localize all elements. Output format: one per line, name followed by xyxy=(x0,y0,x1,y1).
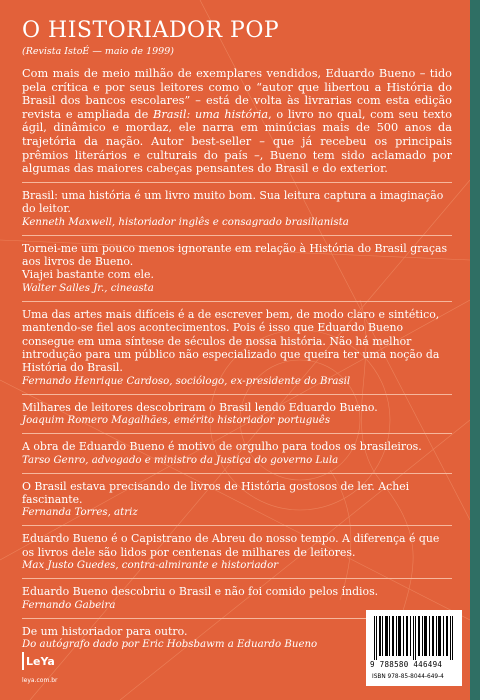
quote-author: Kenneth Maxwell, historiador inglês e consagrado brasilianista xyxy=(22,216,349,228)
publisher-logo xyxy=(22,648,54,674)
quote-block xyxy=(22,440,452,466)
cover-text-block xyxy=(22,18,452,651)
quote-text: Tornei-me um pouco menos ignorante em relação à História do Brasil graças aos livros de Bueno. xyxy=(22,241,448,268)
divider xyxy=(22,301,452,302)
quote-author: Fernanda Torres, atriz xyxy=(22,507,138,519)
quote-block xyxy=(22,480,452,520)
publisher-logo-mark xyxy=(22,648,54,674)
quote-block xyxy=(22,189,452,229)
quote-author: Fernando Gabeira xyxy=(22,599,116,611)
quote-text: Eduardo Bueno é o Capistrano de Abreu do nosso tempo. A diferença é que os livros dele são lidos por centenas de milhares de leitores. xyxy=(22,532,440,559)
quote-text: A obra de Eduardo Bueno é motivo de orgulho para todos os brasileiros. xyxy=(22,440,422,454)
divider xyxy=(22,578,452,579)
isbn-label: ISBN 978-85-8044-649-4 xyxy=(372,674,444,680)
quote-text: Brasil: uma história é um livro muito bom. Sua leitura captura a imaginação do leitor. xyxy=(22,188,444,216)
cover-title: O HISTORIADOR POP xyxy=(22,18,280,43)
quote-block xyxy=(22,308,452,388)
title-source: (Revista IstoÉ — maio de 1999) xyxy=(22,46,174,57)
quote-author: Do autógrafo dado por Eric Hobsbawm a Eduardo Bueno xyxy=(22,639,318,651)
divider xyxy=(22,433,452,434)
divider xyxy=(22,394,452,395)
intro-text-2: , o livro no qual, com seu texto ágil, dinâmico e mordaz, ele narra em minúcias mais de 500 anos da trajetória da nação. Autor best-seller – que já recebeu os principais prêmios literários e culturais do país –, Bueno tem sido aclamado por algumas das maiores cabeças pensantes do Brasil e do exterior. xyxy=(22,107,452,176)
quote-text-extra: Viajei bastante com ele. xyxy=(22,268,154,282)
quote-text: De um historiador para outro. xyxy=(22,624,188,638)
quote-block xyxy=(22,585,452,611)
quote-text: O Brasil estava precisando de livros de História gostosos de ler. Achei fascinante. xyxy=(22,479,410,507)
divider xyxy=(22,235,452,236)
quote-text: Milhares de leitores descobriram o Brasil lendo Eduardo Bueno. xyxy=(22,400,378,414)
quote-author: Tarso Genro, advogado e ministro da Justiça do governo Lula xyxy=(22,454,339,466)
quote-block xyxy=(22,401,452,427)
quote-author: Max Justo Guedes, contra-almirante e historiador xyxy=(22,560,279,572)
divider xyxy=(22,473,452,474)
book-spine-edge xyxy=(470,0,480,700)
quote-text: Uma das artes mais difíceis é a de escrever bem, de modo claro e sintético, mantendo-se fiel aos acontecimentos. Pois é isso que Eduardo Bueno consegue em uma síntese de séculos de nossa história. Não há melhor introdução para um público não especializado que queira ter uma noção da História do Brasil. xyxy=(22,307,440,375)
divider xyxy=(22,182,452,183)
intro-paragraph xyxy=(22,67,452,176)
quote-text: Eduardo Bueno descobriu o Brasil e não foi comido pelos índios. xyxy=(22,585,379,599)
barcode-number: 9 788580 446494 xyxy=(370,660,443,669)
publisher-site: leya.com.br xyxy=(22,677,58,684)
quote-block xyxy=(22,532,452,572)
barcode-bars xyxy=(372,616,456,660)
quote-author: Walter Salles Jr., cineasta xyxy=(22,282,154,294)
intro-book-title: Brasil: uma história xyxy=(153,107,269,121)
intro-text-1: Com mais de meio milhão de exemplares vendidos, Eduardo Bueno – tido pela crítica e por seus leitores como o “autor que libertou a História do Brasil dos bancos escolares” – está de volta às livrarias com esta edição revista e ampliada de xyxy=(22,67,452,121)
svg-text:LeYa: LeYa xyxy=(26,655,54,668)
quote-author: Fernando Henrique Cardoso, sociólogo, ex-presidente do Brasil xyxy=(22,375,351,387)
divider xyxy=(22,525,452,526)
barcode xyxy=(366,610,462,686)
quote-block xyxy=(22,242,452,295)
quote-author: Joaquim Romero Magalhães, emérito historiador português xyxy=(22,415,331,427)
